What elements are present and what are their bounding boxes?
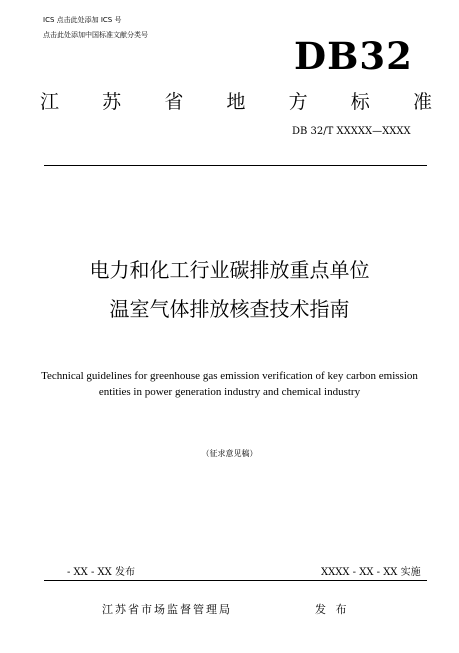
ics-number-line: ICS 点击此处添加 ICS 号 [43,16,122,24]
standard-type-char: 江 [40,91,60,113]
classification-number-line: 点击此处添加中国标准文献分类号 [43,31,148,39]
standard-type-char: 省 [164,91,184,113]
standard-type-char: 苏 [102,91,122,113]
standard-type-char: 准 [412,91,432,113]
implementation-date: XXXX - XX - XX 实施 [321,567,421,578]
footer-divider [44,580,427,581]
standard-type [40,91,432,113]
standard-code: DB32 [294,34,413,78]
issue-verb: 发 布 [315,603,350,616]
standard-type-char: 标 [350,91,370,113]
english-title-line-2: entities in power generation industry and chemical industry [98,386,361,398]
chinese-title-line-2: 温室气体排放核查技术指南 [109,297,350,321]
english-title-line-1: Technical guidelines for greenhouse gas emission verification of key carbon emission [41,370,418,382]
header-divider [44,165,427,166]
chinese-title-line-1: 电力和化工行业碳排放重点单位 [89,258,370,282]
issue-date: - XX - XX 发布 [67,567,135,578]
standard-type-char: 方 [288,91,308,113]
standard-type-char: 地 [226,91,246,113]
draft-status-label: （征求意见稿） [201,449,258,458]
issuing-authority: 江苏省市场监督管理局 [102,603,232,616]
standard-number: DB 32/T XXXXX—XXXX [292,126,411,137]
